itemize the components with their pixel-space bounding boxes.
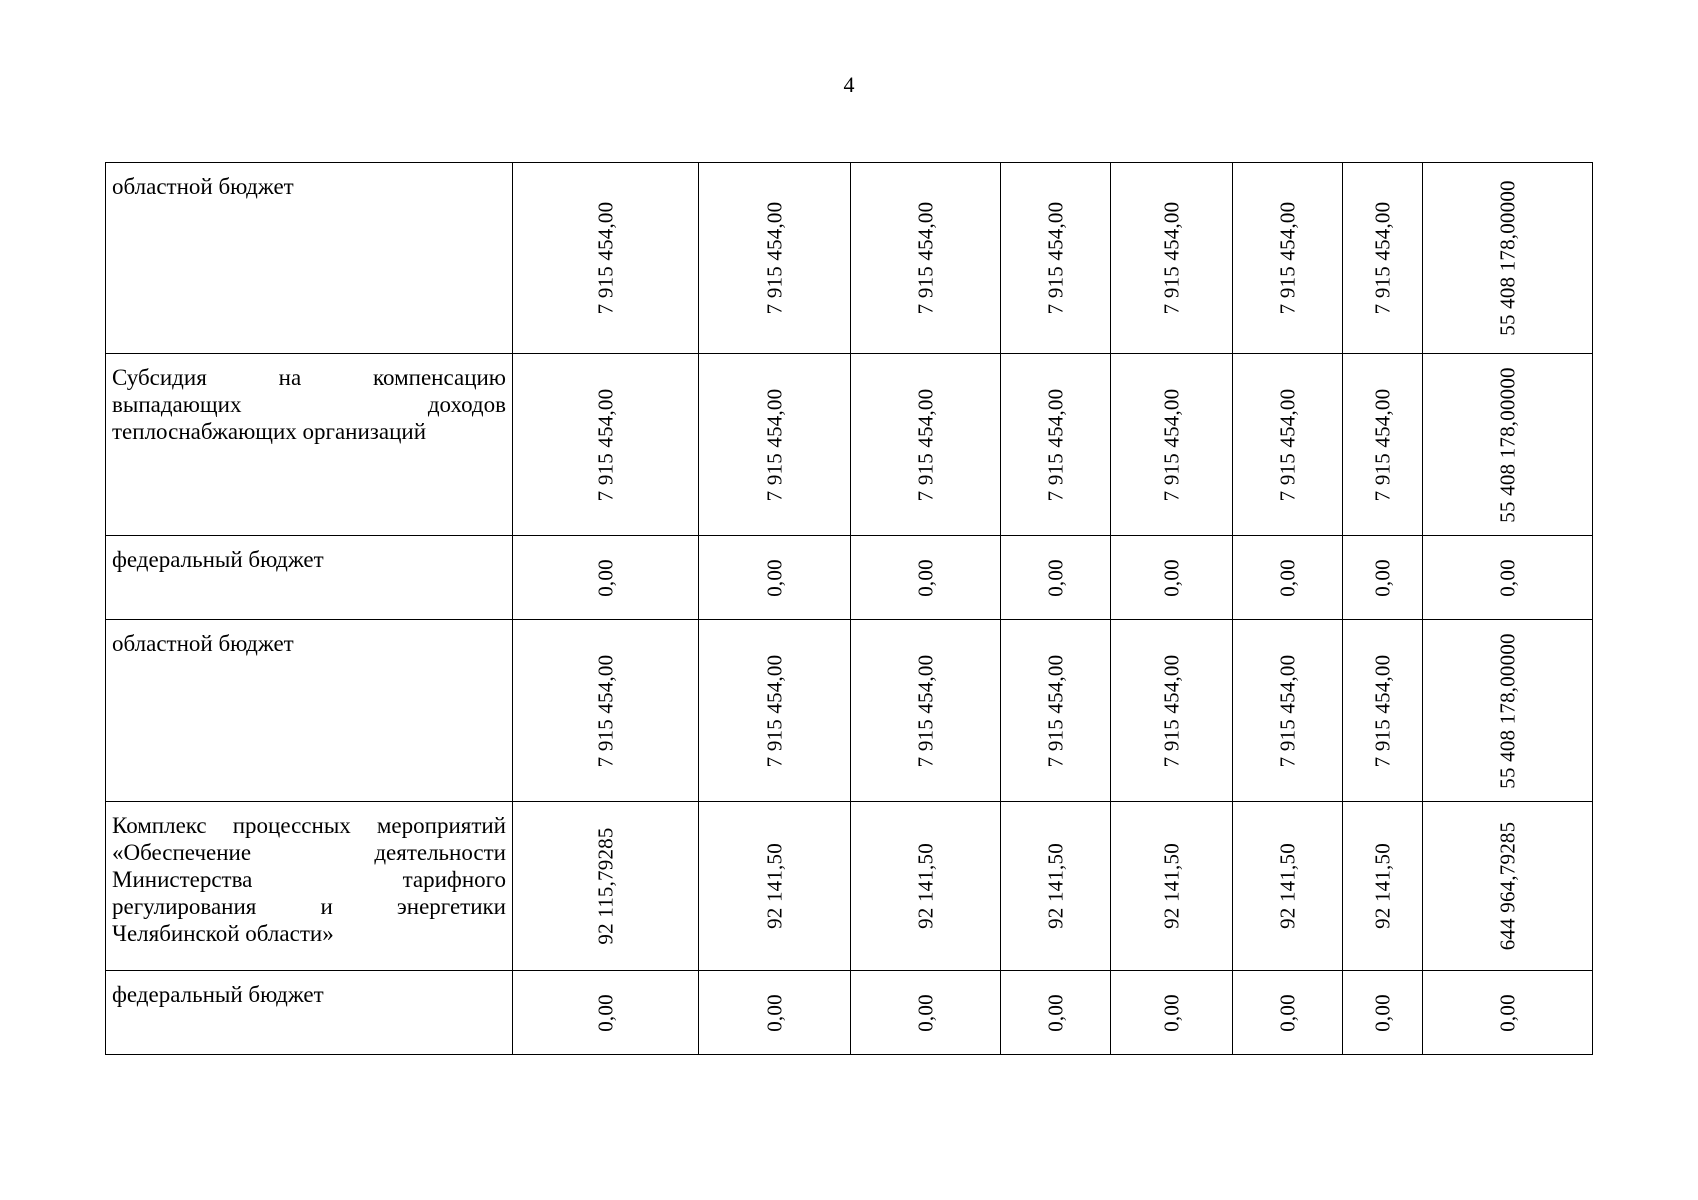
total-cell: 0,00 (1423, 971, 1593, 1055)
value-cell: 0,00 (699, 536, 851, 620)
row-label: федеральный бюджет (106, 536, 513, 620)
value-cell: 7 915 454,00 (513, 163, 699, 354)
total-cell: 55 408 178,00000 (1423, 354, 1593, 536)
value-cell: 7 915 454,00 (851, 354, 1001, 536)
value-cell: 7 915 454,00 (1111, 163, 1233, 354)
value-cell: 0,00 (851, 971, 1001, 1055)
row-label: федеральный бюджет (106, 971, 513, 1055)
value-cell: 7 915 454,00 (1111, 354, 1233, 536)
value-cell: 0,00 (1111, 536, 1233, 620)
value-cell: 7 915 454,00 (1343, 354, 1423, 536)
row-label: областной бюджет (106, 163, 513, 354)
total-cell: 55 408 178,00000 (1423, 163, 1593, 354)
value-cell: 7 915 454,00 (1233, 163, 1343, 354)
value-cell: 0,00 (699, 971, 851, 1055)
value-cell: 7 915 454,00 (699, 163, 851, 354)
value-cell: 7 915 454,00 (851, 620, 1001, 802)
value-cell: 0,00 (1001, 971, 1111, 1055)
value-cell: 92 141,50 (699, 802, 851, 971)
value-cell: 0,00 (513, 971, 699, 1055)
value-cell: 92 141,50 (1001, 802, 1111, 971)
value-cell: 7 915 454,00 (513, 354, 699, 536)
value-cell: 7 915 454,00 (699, 354, 851, 536)
value-cell: 0,00 (1233, 971, 1343, 1055)
total-cell: 55 408 178,00000 (1423, 620, 1593, 802)
table-row (106, 536, 1593, 620)
table-row (106, 620, 1593, 802)
value-cell: 7 915 454,00 (699, 620, 851, 802)
table-row (106, 354, 1593, 536)
page-number: 4 (843, 72, 855, 97)
total-cell: 0,00 (1423, 536, 1593, 620)
row-label: областной бюджет (106, 620, 513, 802)
table-row (106, 802, 1593, 971)
value-cell: 0,00 (1343, 536, 1423, 620)
value-cell: 0,00 (851, 536, 1001, 620)
value-cell: 92 115,79285 (513, 802, 699, 971)
value-cell: 7 915 454,00 (513, 620, 699, 802)
total-cell: 644 964,79285 (1423, 802, 1593, 971)
value-cell: 0,00 (513, 536, 699, 620)
value-cell: 7 915 454,00 (1233, 620, 1343, 802)
table-row (106, 971, 1593, 1055)
value-cell: 7 915 454,00 (1343, 620, 1423, 802)
value-cell: 7 915 454,00 (1233, 354, 1343, 536)
value-cell: 7 915 454,00 (851, 163, 1001, 354)
value-cell: 7 915 454,00 (1343, 163, 1423, 354)
value-cell: 92 141,50 (1111, 802, 1233, 971)
value-cell: 92 141,50 (1343, 802, 1423, 971)
value-cell: 7 915 454,00 (1111, 620, 1233, 802)
budget-table (105, 162, 1593, 1055)
row-label: Субсидия на компенсацию выпадающих доходов теплоснабжающих организаций (106, 354, 513, 536)
value-cell: 7 915 454,00 (1001, 163, 1111, 354)
value-cell: 92 141,50 (851, 802, 1001, 971)
value-cell: 0,00 (1001, 536, 1111, 620)
value-cell: 0,00 (1343, 971, 1423, 1055)
value-cell: 92 141,50 (1233, 802, 1343, 971)
value-cell: 7 915 454,00 (1001, 354, 1111, 536)
value-cell: 0,00 (1111, 971, 1233, 1055)
value-cell: 7 915 454,00 (1001, 620, 1111, 802)
row-label: Комплекс процессных мероприятий «Обеспечение деятельности Министерства тарифного регулирования и энергетики Челябинской области» (106, 802, 513, 971)
value-cell: 0,00 (1233, 536, 1343, 620)
table-row (106, 163, 1593, 354)
